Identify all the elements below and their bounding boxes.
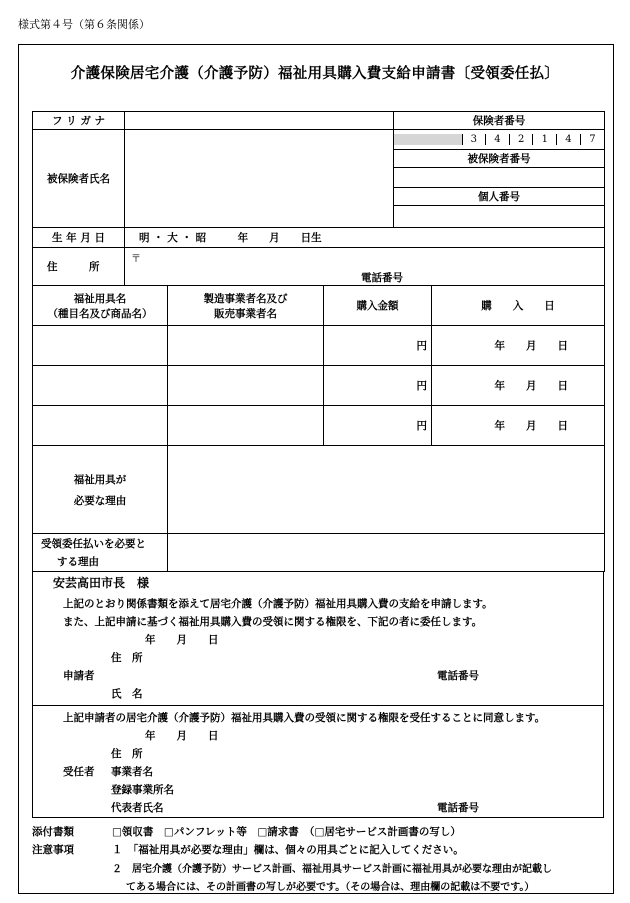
notes-label: 注意事項 xyxy=(32,844,74,856)
form-title: 介護保険居宅介護（介護予防）福祉用具購入費支給申請書〔受領委任払〕 xyxy=(70,66,560,82)
amount-field[interactable]: 円 xyxy=(324,326,432,366)
maker-header-line2: 販売事業者名 xyxy=(214,307,277,320)
declaration-section xyxy=(32,572,604,818)
birthdate-field[interactable]: 明 ・ 大 ・ 昭 年 月 日生 xyxy=(125,228,605,248)
item-name-field[interactable] xyxy=(33,406,168,446)
insured-number-field[interactable] xyxy=(394,168,605,188)
item-name-header xyxy=(33,286,168,326)
item-name-header-line2: （種目名及び商品名） xyxy=(47,307,153,320)
consent-text: 上記申請者の居宅介護（介護予防）福祉用具購入費の受領に関する権限を受任することに同意します。 xyxy=(63,712,546,724)
proxy-reason-line1: 受領委任払いを必要と xyxy=(41,537,146,550)
purchase-date-field[interactable]: 年 月 日 xyxy=(432,406,605,446)
insurer-number-field[interactable] xyxy=(394,130,605,150)
birthdate-label: 生 年 月 日 xyxy=(33,228,125,248)
reason-field[interactable] xyxy=(168,446,605,534)
applicant-address-label: 住 所 xyxy=(111,652,143,664)
maker-field[interactable] xyxy=(168,366,324,406)
furigana-field[interactable] xyxy=(125,112,394,130)
application-text-2: また、上記申請に基づく福祉用具購入費の受領に関する権限を、下記の者に委任します。 xyxy=(63,616,483,628)
purchase-date-field[interactable]: 年 月 日 xyxy=(432,366,605,406)
section-divider xyxy=(33,705,603,706)
attachments-label: 添付書類 xyxy=(32,826,74,838)
note-1: １ 「福祉用具が必要な理由」欄は、個々の用具ごとに記入してください。 xyxy=(112,844,464,856)
insurer-digit: 4 xyxy=(486,134,510,145)
recipient-rep-label: 代表者氏名 xyxy=(111,802,164,814)
furigana-label: フ リ ガ ナ xyxy=(33,112,125,130)
purchase-date-header: 購 入 日 xyxy=(432,286,605,326)
reason-label xyxy=(33,446,168,534)
recipient-label: 受任者 xyxy=(63,766,95,778)
maker-header-line1: 製造事業者名及び xyxy=(203,292,288,305)
insurer-number-label: 保険者番号 xyxy=(394,112,605,130)
address-label: 住 所 xyxy=(33,248,125,286)
amount-field[interactable]: 円 xyxy=(324,406,432,446)
item-name-field[interactable] xyxy=(33,326,168,366)
addressee: 安芸高田市長 様 xyxy=(53,576,150,590)
item-name-field[interactable] xyxy=(33,366,168,406)
insurer-digit: 2 xyxy=(509,134,533,145)
maker-field[interactable] xyxy=(168,406,324,446)
item-name-header-line1: 福祉用具名 xyxy=(73,292,127,305)
maker-field[interactable] xyxy=(168,326,324,366)
phone-label: 電話番号 xyxy=(361,272,403,284)
applicant-label: 申請者 xyxy=(63,670,95,682)
proxy-reason-line2: する理由 xyxy=(57,555,99,568)
personal-number-field[interactable] xyxy=(394,206,605,228)
note-2a: ２ 居宅介護（介護予防）サービス計画、福祉用具サービス計画に福祉用具が必要な理由が記載し xyxy=(112,864,552,875)
reason-label-line1: 福祉用具が xyxy=(73,473,127,486)
applicant-name-label: 氏 名 xyxy=(111,688,143,700)
applicant-phone-label: 電話番号 xyxy=(437,670,479,682)
form-number: 様式第４号（第６条関係） xyxy=(18,18,150,31)
insurer-digit: 1 xyxy=(533,134,557,145)
purchase-date-field[interactable]: 年 月 日 xyxy=(432,326,605,366)
insured-number-label: 被保険者番号 xyxy=(394,150,605,168)
insured-name-field[interactable] xyxy=(125,130,394,228)
insurer-digit: 7 xyxy=(580,134,604,145)
application-table xyxy=(32,111,605,572)
recipient-phone-label: 電話番号 xyxy=(437,802,479,814)
recipient-company-label: 事業者名 xyxy=(111,766,153,778)
application-text-1: 上記のとおり関係書類を添えて居宅介護（介護予防）福祉用具購入費の支給を申請します。 xyxy=(63,598,493,610)
consent-date[interactable]: 年 月 日 xyxy=(145,730,219,742)
reason-label-line2: 必要な理由 xyxy=(73,494,127,507)
recipient-office-label: 登録事業所名 xyxy=(111,784,174,796)
insurer-digit: 3 xyxy=(462,134,486,145)
application-date[interactable]: 年 月 日 xyxy=(145,634,219,646)
proxy-reason-field[interactable] xyxy=(168,534,605,572)
insured-name-label: 被保険者氏名 xyxy=(33,130,125,228)
amount-header: 購入金額 xyxy=(324,286,432,326)
attachments-text: □領収書 □パンフレット等 □請求書 （□居宅サービス計画書の写し） xyxy=(112,826,461,838)
proxy-reason-label xyxy=(33,534,168,572)
insurer-digit: 4 xyxy=(557,134,581,145)
amount-field[interactable]: 円 xyxy=(324,366,432,406)
address-field[interactable] xyxy=(125,248,605,286)
maker-header xyxy=(168,286,324,326)
postal-mark: 〒 xyxy=(131,254,141,265)
personal-number-label: 個人番号 xyxy=(394,188,605,206)
note-2b: てある場合には、その計画書の写しが必要です。（その場合は、理由欄の記載は不要です。） xyxy=(126,882,535,893)
recipient-address-label: 住 所 xyxy=(111,748,143,760)
